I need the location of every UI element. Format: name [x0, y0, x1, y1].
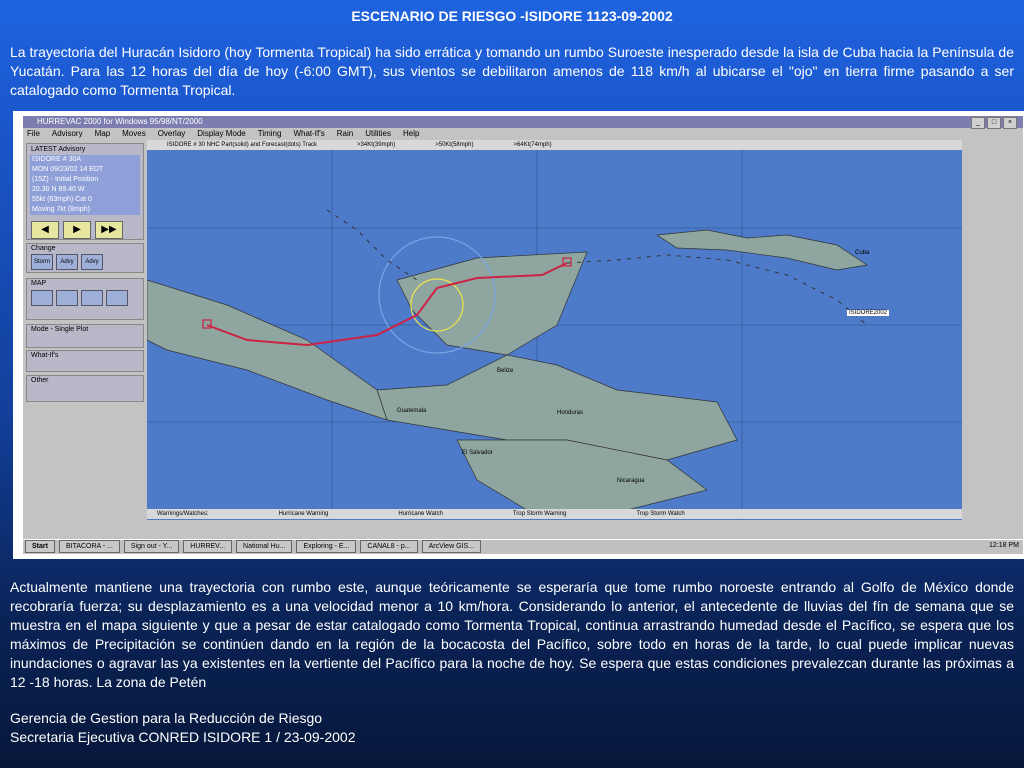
taskbar-item[interactable]: Exploring - E... — [296, 540, 356, 553]
legend-hurricane-warning: Hurricane Warning — [278, 511, 329, 517]
whatif-panel — [26, 350, 144, 372]
close-icon[interactable]: × — [1003, 117, 1017, 129]
taskbar-item[interactable]: BITACORA - ... — [59, 540, 120, 553]
menu-file[interactable]: File — [27, 129, 40, 138]
map-header — [147, 140, 962, 150]
map-wind-legend-34kt: >34Kt(39mph) — [357, 142, 396, 148]
storm-map[interactable] — [147, 140, 962, 520]
menu-map[interactable]: Map — [94, 129, 111, 138]
map-label-nicaragua: Nicaragua — [617, 478, 645, 484]
advisory-line: Moving 7kt (8mph) — [30, 205, 140, 215]
footer-line-1: Gerencia de Gestion para la Reducción de Riesgo — [10, 710, 323, 726]
mode-label: Mode - Single Plot — [31, 326, 89, 333]
advisory-line: 20.30 N 89.40 W — [30, 185, 140, 195]
menu-whatifs[interactable]: What-If's — [293, 129, 325, 138]
taskbar-item[interactable]: CANAL8 - p... — [360, 540, 417, 553]
advisory-line: MON 09/23/02 14 EDT — [30, 165, 140, 175]
map-label-belize: Belize — [497, 368, 514, 374]
advisory-line: (15Z) - Initial Position — [30, 175, 140, 185]
window-title: HURREVAC 2000 for Windows 95/98/NT/2000 — [37, 117, 203, 126]
other-panel — [26, 375, 144, 402]
legend-hurricane-watch: Hurricane Watch — [398, 511, 443, 517]
taskbar-clock: 12:18 PM — [989, 542, 1019, 549]
menu-rain[interactable]: Rain — [336, 129, 354, 138]
control-sidebar — [23, 140, 145, 520]
footer — [10, 709, 355, 747]
map-track-title: ISIDORE # 30 NHC Part(solid) and Forecast(dots) Track — [167, 142, 318, 148]
legend-trop-storm-watch: Trop Storm Watch — [636, 511, 685, 517]
change-advisory-button[interactable]: Advy — [56, 254, 78, 270]
taskbar-item[interactable]: National Hu... — [236, 540, 292, 553]
map-canvas — [147, 140, 962, 520]
warnings-legend — [147, 509, 962, 519]
previous-advisory-icon[interactable]: ◀ — [31, 221, 59, 239]
footer-line-2: Secretaria Ejecutiva CONRED ISIDORE 1 / 23-09-2002 — [10, 729, 356, 745]
map-wind-legend-64kt: >64Kt(74mph) — [513, 142, 552, 148]
menu-overlay[interactable]: Overlay — [157, 129, 186, 138]
legend-title: Warnings/Watches: — [157, 511, 209, 517]
map-panel — [26, 278, 144, 320]
taskbar — [23, 539, 1023, 553]
slide-title: ESCENARIO DE RIESGO -ISIDORE 1123-09-2002 — [351, 8, 673, 24]
advisory-line: ISIDORE # 30A — [30, 155, 140, 165]
whatif-label: What-If's — [31, 352, 59, 359]
menu-timing[interactable]: Timing — [257, 129, 282, 138]
change-label: Change — [31, 245, 56, 252]
next-advisory-icon[interactable]: ▶ — [63, 221, 91, 239]
map-label-honduras: Honduras — [557, 410, 584, 416]
taskbar-item[interactable]: ArcView GIS... — [422, 540, 481, 553]
advisory-header: LATEST Advisory — [31, 146, 86, 153]
menu-display-mode[interactable]: Display Mode — [197, 129, 246, 138]
change-advisory-next-button[interactable]: Advy — [81, 254, 103, 270]
map-label-guatemala: Guatemala — [397, 408, 427, 414]
map-wind-legend-50kt: >50Kt(58mph) — [435, 142, 474, 148]
window-titlebar — [23, 116, 1023, 128]
menu-advisory[interactable]: Advisory — [51, 129, 83, 138]
menu-moves[interactable]: Moves — [122, 129, 146, 138]
map-label-cuba: Cuba — [855, 250, 870, 256]
last-advisory-icon[interactable]: ▶▶ — [95, 221, 123, 239]
analysis-paragraph: Actualmente mantiene una trayectoria con rumbo este, aunque teóricamente se esperaría que tome rumbo noroeste entrando al Golfo de México donde recobraría fuerza; su desplazamiento es a una velocidad menor a 10 km/hora. Considerando lo anterior, el antecedente de lluvias del fín de semana que se muestra en el mapa siguiente y que a pesar de estar catalogado como Tormenta Tropical, continua arrastrando humedad desde el Pacífico, se espera que los máximos de Precipitación se continúen dando en la región de la bocacosta del Pacífico, sobre todo en horas de la tarde, lo cual puede implicar nuevas inundaciones o agravar las ya existentes en la vertiente del Pacífico para la noche de hoy. Se espera que estas condiciones prevalezcan durante las próximas a 12 -18 horas. La zona de Petén — [10, 579, 1014, 690]
map-panel-label: MAP — [31, 280, 47, 287]
menu-help[interactable]: Help — [403, 129, 420, 138]
change-panel — [26, 243, 144, 273]
mode-panel — [26, 324, 144, 348]
change-storm-button[interactable]: Storm — [31, 254, 53, 270]
map-label-el-salvador: El Salvador — [462, 450, 493, 456]
hurrevac-window — [23, 116, 1023, 554]
map-grid-icon[interactable] — [56, 290, 78, 306]
minimize-icon[interactable]: _ — [971, 117, 985, 129]
map-layers-icon[interactable] — [81, 290, 103, 306]
menu-utilities[interactable]: Utilities — [365, 129, 391, 138]
menu-bar — [23, 128, 1023, 140]
map-label-storm: ISIDORE2002 — [849, 310, 888, 316]
legend-trop-storm-warning: Trop Storm Warning — [512, 511, 567, 517]
maximize-icon[interactable]: □ — [987, 117, 1001, 129]
start-button[interactable]: Start — [25, 540, 55, 553]
intro-paragraph: La trayectoria del Huracán Isidoro (hoy Tormenta Tropical) ha sido errática y tomando un rumbo Suroeste inesperado desde la isla de Cuba hacia la Península de Yucatán. Para las 12 horas del día de hoy (-6:00 GMT), sus vientos se debilitaron amenos de 118 km/h al ubicarse el "ojo" en tierra firme pasando a ser catalogado como Tormenta Tropical. — [10, 44, 1014, 98]
advisory-panel — [26, 143, 144, 240]
other-label: Other — [31, 377, 49, 384]
advisory-line: 55kt (63mph) Cat 0 — [30, 195, 140, 205]
map-print-icon[interactable] — [106, 290, 128, 306]
hurrevac-screenshot — [13, 111, 1024, 559]
taskbar-item[interactable]: HURREV... — [183, 540, 232, 553]
taskbar-item[interactable]: Sign out - Y... — [124, 540, 179, 553]
map-zoom-icon[interactable] — [31, 290, 53, 306]
